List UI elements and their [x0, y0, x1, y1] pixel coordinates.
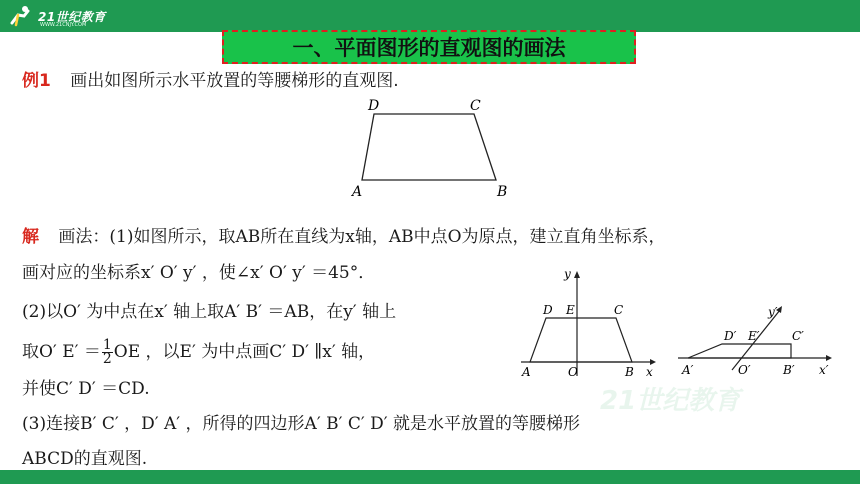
trapezoid-ABCD	[530, 318, 632, 362]
label-A-prime: A′	[682, 363, 694, 377]
solution-line-1	[22, 226, 666, 248]
solution-text-1: 画法：(1)如图所示，取AB所在直线为x轴，AB中点O为原点，建立直角坐标系，	[58, 227, 666, 247]
label-E-prime: E′	[748, 329, 760, 343]
solution-text-4a: 取O′ E′ ＝	[22, 342, 101, 362]
bottom-bar	[0, 470, 860, 484]
label-A: A	[352, 184, 363, 200]
label-y: y	[564, 267, 571, 281]
trapezoid-A1B1C1D1	[688, 344, 791, 358]
label-B: B	[497, 184, 508, 200]
solution-line-4	[22, 339, 375, 366]
oblique-figure	[676, 300, 838, 380]
trapezoid-figure	[340, 96, 520, 206]
label-x-prime: x′	[819, 363, 829, 377]
solution-line-5: 并使C′ D′ ＝CD.	[22, 379, 150, 399]
label-O: O	[568, 365, 578, 378]
fraction-denominator: 2	[102, 351, 112, 367]
fraction-half	[102, 339, 113, 366]
watermark: 21世纪教育	[600, 386, 741, 416]
coordinate-figure	[516, 266, 666, 378]
label-A: A	[522, 365, 531, 378]
solution-label: 解	[22, 227, 39, 247]
solution-line-2: 画对应的坐标系x′ O′ y′ ，使∠x′ O′ y′ ＝45°．	[22, 263, 376, 283]
solution-line-7: ABCD的直观图.	[22, 449, 148, 469]
logo-text: 21世纪教育	[38, 9, 106, 24]
example-label: 例1	[22, 71, 51, 91]
solution-line-6: (3)连接B′ C′ ，D′ A′ ，所得的四边形A′ B′ C′ D′ 就是水平放置的等腰梯形	[22, 414, 581, 434]
label-D: D	[543, 303, 553, 317]
label-y-prime: y′	[768, 305, 778, 319]
logo-runner-icon	[8, 5, 34, 27]
label-O-prime: O′	[738, 363, 751, 377]
label-B: B	[625, 365, 634, 378]
solution-line-3: (2)以O′ 为中点在x′ 轴上取A′ B′ ＝AB，在y′ 轴上	[22, 302, 397, 322]
solution-text-4b: OE ，以E′ 为中点画C′ D′ ∥x′ 轴，	[113, 342, 376, 362]
label-D-prime: D′	[724, 329, 737, 343]
top-bar	[0, 0, 860, 32]
example-line	[22, 70, 399, 92]
label-x: x	[646, 365, 653, 378]
label-C-prime: C′	[792, 329, 804, 343]
section-title: 一、平面图形的直观图的画法	[222, 30, 636, 64]
example-text: 画出如图所示水平放置的等腰梯形的直观图.	[70, 71, 399, 91]
fraction-numerator: 1	[102, 337, 112, 353]
label-C: C	[470, 98, 481, 114]
label-E: E	[566, 303, 575, 317]
label-D: D	[368, 98, 380, 114]
label-B-prime: B′	[783, 363, 795, 377]
label-C: C	[614, 303, 624, 317]
trapezoid-shape	[362, 114, 496, 180]
logo-subtext: WWW.21CNJY.COM	[40, 22, 87, 28]
